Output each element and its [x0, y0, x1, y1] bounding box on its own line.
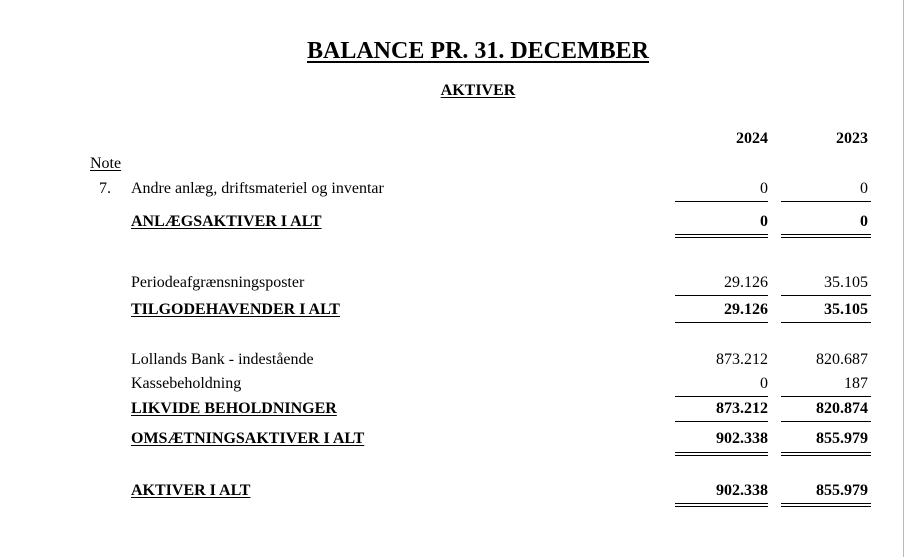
value-2024: 0	[760, 375, 768, 392]
row-label: Lollands Bank - indestående	[131, 351, 314, 368]
total-label: OMSÆTNINGSAKTIVER I ALT	[131, 430, 365, 447]
total-rule	[781, 421, 871, 422]
total-double-rule	[675, 234, 768, 238]
total-value-2023: 0	[860, 213, 868, 230]
value-2023: 0	[860, 180, 868, 197]
note-number: 7.	[99, 180, 111, 197]
total-label: LIKVIDE BEHOLDNINGER	[131, 400, 337, 417]
total-label: ANLÆGSAKTIVER I ALT	[131, 213, 322, 230]
year-column-header-current: 2024	[736, 130, 768, 147]
subtotal-rule	[675, 201, 768, 202]
grand-total-double-rule	[675, 503, 768, 507]
value-2023: 820.687	[816, 351, 868, 368]
note-column-header: Note	[90, 155, 122, 172]
total-label: TILGODEHAVENDER I ALT	[131, 301, 340, 318]
total-value-2024: 873.212	[716, 400, 768, 417]
total-value-2023: 820.874	[816, 400, 868, 417]
total-rule	[781, 322, 871, 323]
subtotal-rule	[675, 396, 768, 397]
value-2023: 35.105	[824, 274, 868, 291]
value-2024: 29.126	[724, 274, 768, 291]
year-column-header-prior: 2023	[836, 130, 868, 147]
total-double-rule	[781, 452, 871, 456]
subtotal-rule	[781, 201, 871, 202]
row-label: Andre anlæg, driftsmateriel og inventar	[131, 180, 384, 197]
subtotal-rule	[675, 295, 768, 296]
total-value-2024: 29.126	[724, 301, 768, 318]
total-rule	[675, 322, 768, 323]
value-2023: 187	[844, 375, 868, 392]
section-subtitle: AKTIVER	[440, 82, 516, 99]
subtotal-rule	[781, 295, 871, 296]
total-rule	[675, 421, 768, 422]
total-value-2024: 0	[760, 213, 768, 230]
grand-total-label: AKTIVER I ALT	[131, 482, 251, 499]
total-value-2023: 855.979	[816, 430, 868, 447]
subtotal-rule	[781, 396, 871, 397]
value-2024: 873.212	[716, 351, 768, 368]
page-title: BALANCE PR. 31. DECEMBER	[306, 38, 650, 64]
row-label: Periodeafgrænsningsposter	[131, 274, 305, 291]
grand-total-double-rule	[781, 503, 871, 507]
grand-total-value-2023: 855.979	[816, 482, 868, 499]
total-double-rule	[781, 234, 871, 238]
row-label: Kassebeholdning	[131, 375, 242, 392]
total-value-2023: 35.105	[824, 301, 868, 318]
value-2024: 0	[760, 180, 768, 197]
total-value-2024: 902.338	[716, 430, 768, 447]
total-double-rule	[675, 452, 768, 456]
grand-total-value-2024: 902.338	[716, 482, 768, 499]
